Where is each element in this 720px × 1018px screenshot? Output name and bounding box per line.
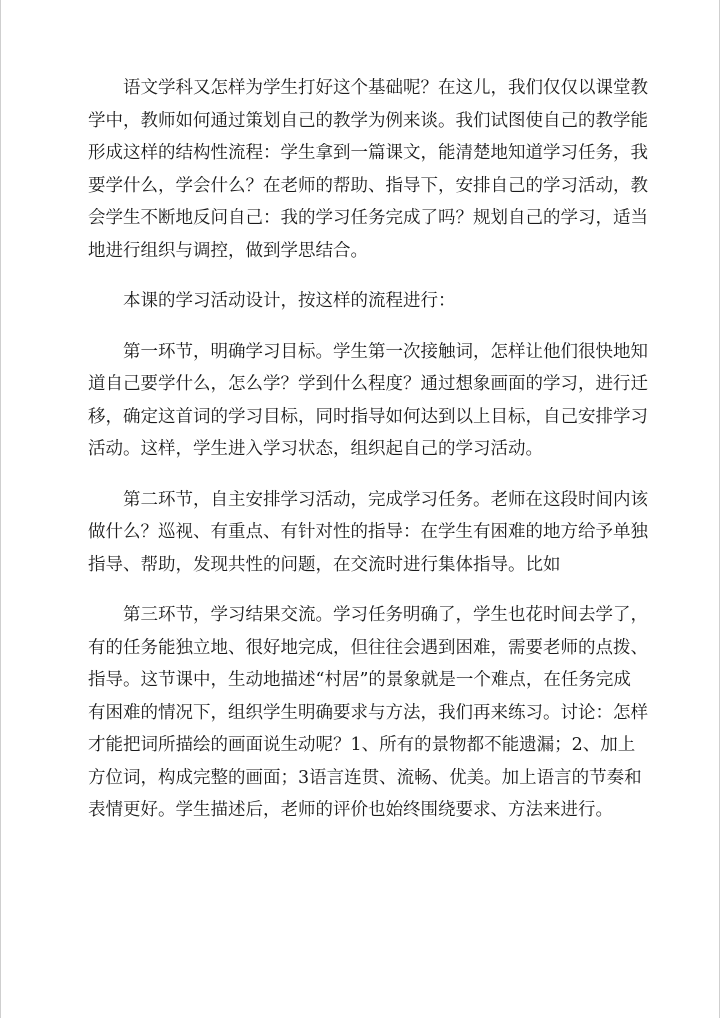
paragraph-gap [88, 581, 648, 599]
paragraph-step-two: 第二环节，自主安排学习活动，完成学习任务。老师在这段时间内该做什么？巡视、有重点、有针对性的指导：在学生有困难的地方给予单独指导、帮助，发现共性的问题，在交流时进行集体指导。比如 [88, 489, 648, 575]
paragraph-step-three: 第三环节，学习结果交流。学习任务明确了，学生也花时间去学了，有的任务能独立地、很好地完成，但往往会遇到困难，需要老师的点拨、指导。这节课中，生动地描述“村居”的景象就是一个难点，在任务完成有困难的情况下，组织学生明确要求与方法，我们再来练习。讨论：怎样才能把词所描绘的画面说生动呢？1、所有的景物都不能遗漏；2、加上方位词，构成完整的画面；3语言连贯、流畅、优美。加上语言的节奏和表情更好。学生描述后，老师的评价也始终围绕要求、方法来进行。 [88, 605, 648, 820]
paragraph-step-one: 第一环节，明确学习目标。学生第一次接触词，怎样让他们很快地知道自己要学什么，怎么学？学到什么程度？通过想象画面的学习，进行迁移，确定这首词的学习目标，同时指导如何达到以上目标，自己安排学习活动。这样，学生进入学习状态，组织起自己的学习活动。 [88, 341, 648, 459]
document-body [88, 72, 648, 827]
paragraph-process-intro: 本课的学习活动设计，按这样的流程进行： [123, 291, 456, 311]
paragraph-gap [88, 267, 648, 285]
paragraph-gap [88, 466, 648, 484]
page-edge-left [0, 0, 1, 1018]
paragraph-intro: 语文学科又怎样为学生打好这个基础呢？在这儿，我们仅仅以课堂教学中，教师如何通过策划自己的教学为例来谈。我们试图使自己的教学能形成这样的结构性流程：学生拿到一篇课文，能清楚地知道学习任务，我要学什么，学会什么？在老师的帮助、指导下，安排自己的学习活动，教会学生不断地反问自己：我的学习任务完成了吗？规划自己的学习，适当地进行组织与调控，做到学思结合。 [88, 78, 648, 261]
paragraph-gap [88, 318, 648, 336]
